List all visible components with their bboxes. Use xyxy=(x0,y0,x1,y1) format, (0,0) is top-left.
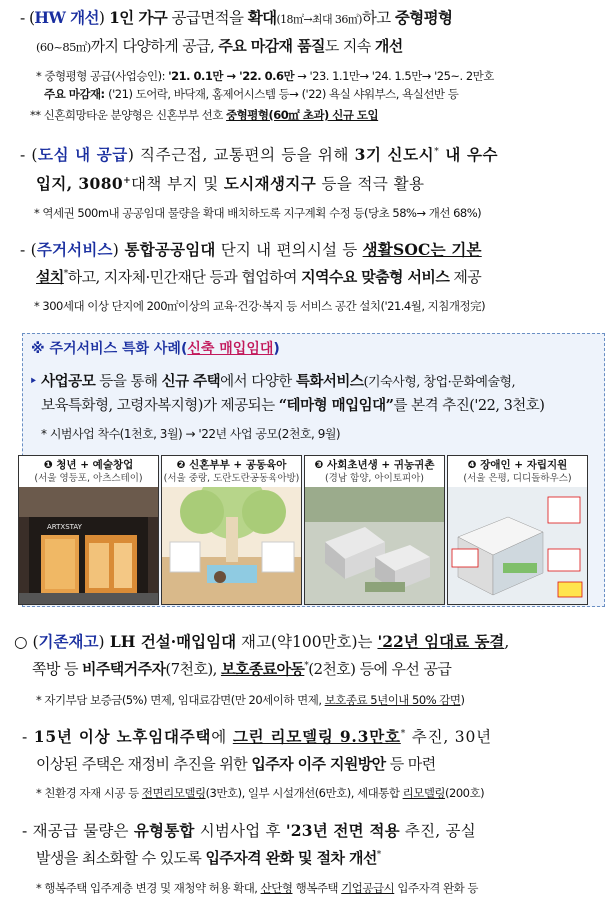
existing-stock-note: * 자기부담 보증금(5%) 면제, 임대료감면(만 20세이하 면제, 보호종료 5년이내 50% 감면) xyxy=(36,693,465,707)
card-title: ❶ 청년 + 예술창업 xyxy=(43,459,134,471)
green-remodel-line-2: 이상된 주택은 재정비 추진을 위한 입주자 이주 지원방안 등 마련 xyxy=(36,755,436,773)
rural-housing-aerial-render xyxy=(305,487,444,604)
hw-note-1: * 중형평형 공급(사업승인): '21. 0.1만 → '22. 0.6만 → '23. 1.1만→ '24. 1.5만→ '25~. 2만호 xyxy=(36,69,494,83)
hw-improvement-line-1: - (HW 개선) 1인 가구 공급면적을 확대(18㎡→최대 36㎡)하고 중형평형 xyxy=(20,8,453,27)
box-para-line-1: ‣ 사업공모 등을 통해 신규 주택에서 다양한 특화서비스(기숙사형, 창업·문화예술형, xyxy=(29,373,516,390)
card-title: ❷ 신혼부부 + 공동육아 xyxy=(176,459,287,471)
example-card-rural-return xyxy=(304,455,445,605)
card-title: ❹ 장애인 + 자립지원 xyxy=(467,459,568,471)
card-subtitle: (서울 영등포, 아츠스테이) xyxy=(34,473,143,484)
urban-supply-note: * 역세권 500m내 공공임대 물량을 확대 배치하도록 지구계획 수정 등(당초 58%→ 개선 68%) xyxy=(34,206,482,220)
housing-service-line-2: 설치*하고, 지자체·민간재단 등과 협업하여 지역수요 맞춤형 서비스 제공 xyxy=(36,268,482,286)
box-note: * 시범사업 착수(1천호, 3월) → '22년 사업 공모(2천호, 9월) xyxy=(41,427,341,441)
arts-stay-building-photo xyxy=(19,487,158,604)
urban-supply-line-1: - (도심 내 공급) 직주근접, 교통편의 등을 위해 3기 신도시* 내 우수 xyxy=(20,145,499,164)
card-title: ❸ 사회초년생 + 귀농귀촌 xyxy=(314,459,435,471)
card-subtitle: (서울 중랑, 도란도란공동육아방) xyxy=(163,473,300,484)
support-housing-diagram xyxy=(448,487,587,604)
box-para-line-2: 보육특화형, 고령자복지형)가 제공되는 “테마형 매입임대”를 본격 추진('22, 3천호) xyxy=(41,397,545,414)
example-card-newlywed-childcare xyxy=(161,455,302,605)
childcare-room-photo xyxy=(162,487,301,604)
resupply-line-2: 발생을 최소화할 수 있도록 입주자격 완화 및 절차 개선* xyxy=(36,849,381,867)
example-card-youth-arts xyxy=(18,455,159,605)
box-title: ※ 주거서비스 특화 사례(신축 매입임대) xyxy=(31,341,280,357)
existing-stock-line-1: ○ (기존재고) LH 건설·매입임대 재고(약100만호)는 '22년 임대료 동결, xyxy=(14,632,510,651)
existing-stock-line-2: 쪽방 등 비주택거주자(7천호), 보호종료아동*(2천호) 등에 우선 공급 xyxy=(32,660,452,678)
resupply-line-1: - 재공급 물량은 유형통합 시범사업 후 '23년 전면 적용 추진, 공실 xyxy=(22,821,476,840)
arts-stay-sign: ARTXSTAY xyxy=(47,523,82,531)
housing-service-note: * 300세대 이상 단지에 200㎡이상의 교육·건강·복지 등 서비스 공간 설치('21.4월, 지침개정完) xyxy=(34,299,486,313)
example-card-disabled-support xyxy=(447,455,588,605)
housing-service-line-1: - (주거서비스) 통합공공임대 단지 내 편의시설 등 생활SOC는 기본 xyxy=(20,240,482,259)
card-subtitle: (서울 은평, 디디돌하우스) xyxy=(463,473,572,484)
hw-improvement-line-2: (60~85㎡)까지 다양하게 공급, 주요 마감재 품질도 지속 개선 xyxy=(36,37,403,55)
green-remodel-line-1: - 15년 이상 노후임대주택에 그린 리모델링 9.3만호* 추진, 30년 xyxy=(22,727,492,746)
urban-supply-line-2: 입지, 3080+대책 부지 및 도시재생지구 등을 적극 활용 xyxy=(36,174,425,193)
hw-note-3: ** 신혼희망타운 분양형은 신혼부부 선호 중형평형(60㎡ 초과) 신규 도입 xyxy=(30,108,379,122)
green-remodel-note: * 친환경 자재 시공 등 전면리모델링(3만호), 일부 시설개선(6만호), 세대통합 리모델링(200호) xyxy=(36,786,485,800)
hw-note-2: 주요 마감재: ('21) 도어락, 바닥재, 홈제어시스템 등→ ('22) 욕실 샤워부스, 욕실선반 등 xyxy=(44,87,459,101)
resupply-note: * 행복주택 입주계층 변경 및 재청약 허용 확대, 산단형 행복주택 기업공급시 입주자격 완화 등 xyxy=(36,881,478,895)
example-photo-row xyxy=(18,455,600,603)
card-subtitle: (경남 함양, 아이토피아) xyxy=(324,473,425,484)
